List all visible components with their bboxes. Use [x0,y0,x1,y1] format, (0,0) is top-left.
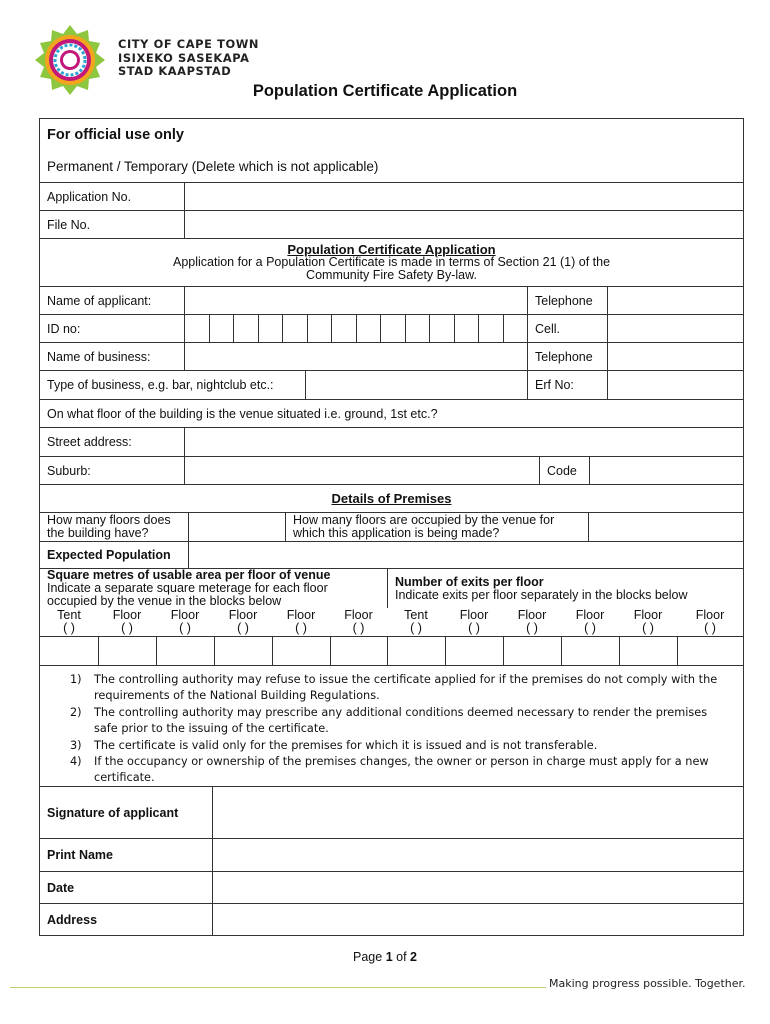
erf-no-label: Erf No: [527,371,607,399]
business-type-label: Type of business, e.g. bar, nightclub etc.: [47,378,274,392]
floor-input-cell[interactable] [98,637,156,665]
suburb-label: Suburb: [47,463,91,478]
address-label: Address [47,912,98,927]
sqm-line2: occupied by the venue in the blocks below [47,594,282,608]
floor-input-cell[interactable] [156,637,214,665]
column-header: Floor ( ) [575,608,605,635]
file-no-field[interactable] [184,211,743,238]
floor-input-cell[interactable] [561,637,619,665]
column-header: Floor ( ) [517,608,547,635]
floor-input-cell[interactable] [272,637,330,665]
condition-item: 1) The controlling authority may refuse to issue the certificate applied for if the premises do not comply with the requirements of the National Building Regulations. [70,673,718,703]
address-field[interactable] [212,904,743,935]
business-name-field[interactable] [184,343,527,370]
sqm-instructions [40,569,387,608]
column-header: Tent ( ) [404,608,428,635]
id-digit-box[interactable] [356,315,380,342]
column-header: Tent ( ) [57,608,81,635]
suburb-field[interactable] [184,457,539,484]
floor-input-cell[interactable] [330,637,387,665]
document-title: Population Certificate Application [252,82,518,100]
telephone-field[interactable] [607,287,743,314]
telephone-label: Telephone [527,287,607,314]
section-heading-line1: Application for a Population Certificate is made in terms of Section 21 (1) of the [172,255,611,269]
id-no-boxes[interactable] [184,315,527,342]
condition-item: 4) If the occupancy or ownership of the premises changes, the owner or person in charge must apply for a new certificate. [70,755,709,785]
application-form [39,118,744,936]
column-header: Floor ( ) [170,608,200,635]
floor-input-cell[interactable] [40,637,98,665]
column-header: Floor ( ) [695,608,725,635]
id-digit-box[interactable] [429,315,453,342]
print-name-label: Print Name [47,848,113,862]
column-header: Floor ( ) [286,608,316,635]
id-digit-box[interactable] [233,315,257,342]
footer-tagline: Making progress possible. Together. [549,977,746,990]
street-address-field[interactable] [184,428,743,456]
floor-input-cell[interactable] [445,637,503,665]
occupied-question-line2: which this application is being made? [293,526,500,540]
column-header: Floor ( ) [459,608,489,635]
id-digit-box[interactable] [282,315,306,342]
floor-input-cell[interactable] [214,637,272,665]
applicant-name-label: Name of applicant: [47,293,152,308]
id-digit-box[interactable] [454,315,478,342]
occupied-floors-field[interactable] [588,513,743,541]
footer-divider [10,987,546,988]
floors-field[interactable] [188,513,285,541]
business-telephone-field[interactable] [607,343,743,370]
section-heading-title: Population Certificate Application [287,242,496,257]
permanent-temporary-label: Permanent / Temporary (Delete which is not applicable) [47,159,379,174]
venue-floor-question: On what floor of the building is the venue situated i.e. ground, 1st etc.? [47,406,438,421]
id-digit-box[interactable] [209,315,233,342]
floor-column-headers [40,608,743,636]
floor-input-cell[interactable] [619,637,677,665]
conditions-list [40,666,743,786]
file-no-label: File No. [47,217,91,232]
id-digit-box[interactable] [405,315,429,342]
page-number: Page 1 of 2 [353,950,417,964]
column-header: Floor ( ) [633,608,663,635]
column-header: Floor ( ) [228,608,258,635]
floor-input-row [40,636,743,665]
id-digit-box[interactable] [331,315,355,342]
id-digit-box[interactable] [478,315,502,342]
expected-population-label: Expected Population [47,548,171,562]
erf-no-field[interactable] [607,371,743,399]
id-digit-box[interactable] [503,315,527,342]
date-field[interactable] [212,872,743,903]
id-no-label: ID no: [47,321,81,336]
column-header: Floor ( ) [112,608,142,635]
official-use-heading: For official use only [47,127,184,143]
sqm-title: Square metres of usable area per floor of venue [47,568,331,582]
application-no-label: Application No. [47,189,132,204]
cell-field[interactable] [607,315,743,342]
premises-heading: Details of Premises [331,491,452,506]
condition-item: 3) The certificate is valid only for the premises for which it is issued and is not transferable. [70,738,598,752]
print-name-field[interactable] [212,839,743,871]
sqm-line1: Indicate a separate square meterage for each floor [47,581,328,595]
expected-population-field[interactable] [188,542,743,568]
floors-question-line2: the building have? [47,526,149,540]
code-label: Code [539,457,589,484]
date-label: Date [47,880,75,895]
floors-question [40,513,188,541]
occupied-question-line1: How many floors are occupied by the venue for [293,513,555,527]
exits-line1: Indicate exits per floor separately in the blocks below [395,587,688,602]
id-digit-box[interactable] [258,315,282,342]
exits-title: Number of exits per floor [395,574,544,589]
application-no-field[interactable] [184,183,743,210]
signature-label: Signature of applicant [47,805,179,820]
id-digit-box[interactable] [307,315,331,342]
section-heading-line2: Community Fire Safety By-law. [306,268,477,282]
street-address-label: Street address: [47,435,132,449]
floor-input-cell[interactable] [677,637,743,665]
occupied-floors-question [285,513,588,541]
floors-question-line1: How many floors does [47,513,171,527]
code-field[interactable] [589,457,743,484]
id-digit-box[interactable] [380,315,404,342]
floor-input-cell[interactable] [503,637,561,665]
business-name-label: Name of business: [47,349,151,364]
exits-instructions [387,569,743,608]
cell-label: Cell. [527,315,607,342]
column-header: Floor ( ) [344,608,373,635]
condition-item: 2) The controlling authority may prescribe any additional conditions deemed necessary to render the premises safe prior to the issuing of the certificate. [70,705,708,736]
business-type-field[interactable] [305,371,527,399]
signature-field[interactable] [212,787,743,838]
business-telephone-label: Telephone [527,343,607,370]
applicant-name-field[interactable] [184,287,527,314]
section-heading [40,239,743,286]
organisation-name: CITY OF CAPE TOWN ISIXEKO SASEKAPA STAD KAAPSTAD [118,37,260,78]
floor-input-cell[interactable] [387,637,445,665]
